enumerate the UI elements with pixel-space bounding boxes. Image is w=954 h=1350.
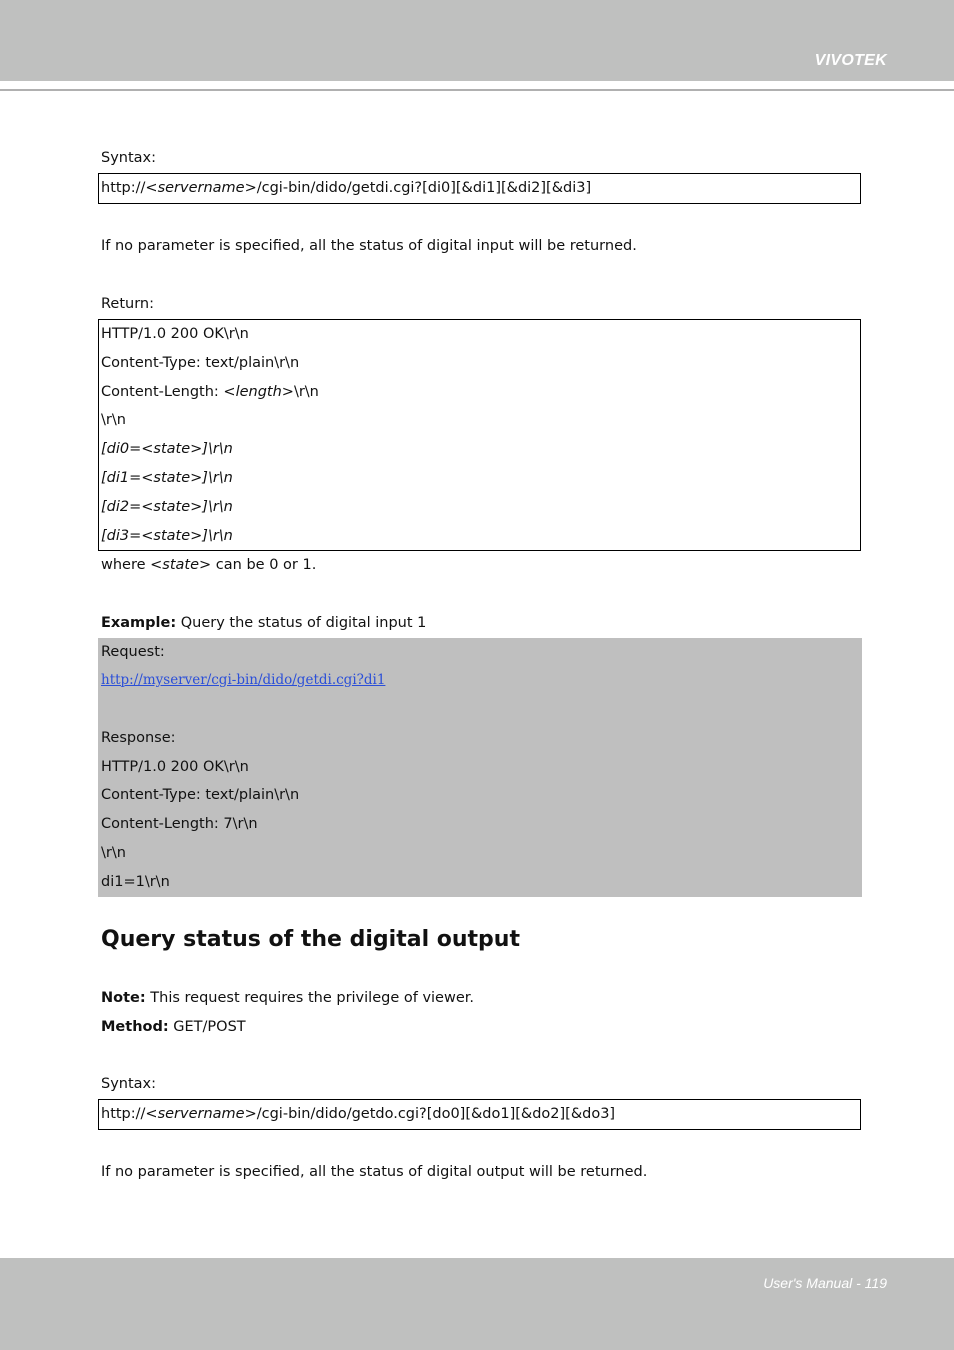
return-line: HTTP/1.0 200 OK\r\n xyxy=(101,326,249,342)
page-number: User's Manual - 119 xyxy=(763,1275,887,1291)
di-example-line: Example: Query the status of digital input 1 xyxy=(101,615,427,631)
response-line: \r\n xyxy=(101,844,126,861)
spacer xyxy=(98,693,862,724)
return-line: [di2=<state>]\r\n xyxy=(101,498,233,515)
di-no-param-text: If no parameter is specified, all the status of digital input will be returned. xyxy=(101,238,637,254)
do-syntax-line: http://<servername>/cgi-bin/dido/getdo.cgi?[do0][&do1][&do2][&do3] xyxy=(101,1106,616,1122)
do-note-line: Note: This request requires the privilege of viewer. xyxy=(101,990,474,1006)
request-label: Request: xyxy=(101,644,165,660)
return-line: [di0=<state>]\r\n xyxy=(101,441,233,458)
response-line: Content-Length: 7\r\n xyxy=(101,816,258,833)
di-return-label: Return: xyxy=(101,296,155,312)
do-syntax-label: Syntax: xyxy=(101,1076,157,1092)
return-line: Content-Type: text/plain\r\n xyxy=(101,354,300,371)
response-line: Content-Type: text/plain\r\n xyxy=(101,787,300,804)
page-footer xyxy=(0,1258,954,1350)
response-label: Response: xyxy=(101,729,176,746)
page-header xyxy=(0,0,954,81)
do-syntax-box xyxy=(98,1099,861,1130)
response-line: HTTP/1.0 200 OK\r\n xyxy=(101,758,249,775)
do-no-param-text: If no parameter is specified, all the status of digital output will be returned. xyxy=(101,1164,648,1180)
di-syntax-box xyxy=(98,173,861,204)
return-line: \r\n xyxy=(101,412,126,429)
request-url-link[interactable]: http://myserver/cgi-bin/dido/getdi.cgi?di1 xyxy=(101,671,386,688)
di-example-box xyxy=(98,638,862,897)
section-heading: Query status of the digital output xyxy=(101,927,520,952)
brand-logo: VIVOTEK xyxy=(814,52,887,69)
di-return-box xyxy=(98,319,861,551)
return-line: [di1=<state>]\r\n xyxy=(101,469,233,486)
do-method-line: Method: GET/POST xyxy=(101,1019,246,1035)
return-line: [di3=<state>]\r\n xyxy=(101,527,233,544)
return-line: Content-Length: <length>\r\n xyxy=(101,383,319,400)
request-url-line xyxy=(98,667,862,693)
response-line: di1=1\r\n xyxy=(101,873,170,890)
header-divider xyxy=(0,89,954,91)
di-syntax-line: http://<servername>/cgi-bin/dido/getdi.cgi?[di0][&di1][&di2][&di3] xyxy=(101,180,592,196)
di-syntax-label: Syntax: xyxy=(101,150,157,166)
di-where-text: where <state> can be 0 or 1. xyxy=(101,557,317,573)
